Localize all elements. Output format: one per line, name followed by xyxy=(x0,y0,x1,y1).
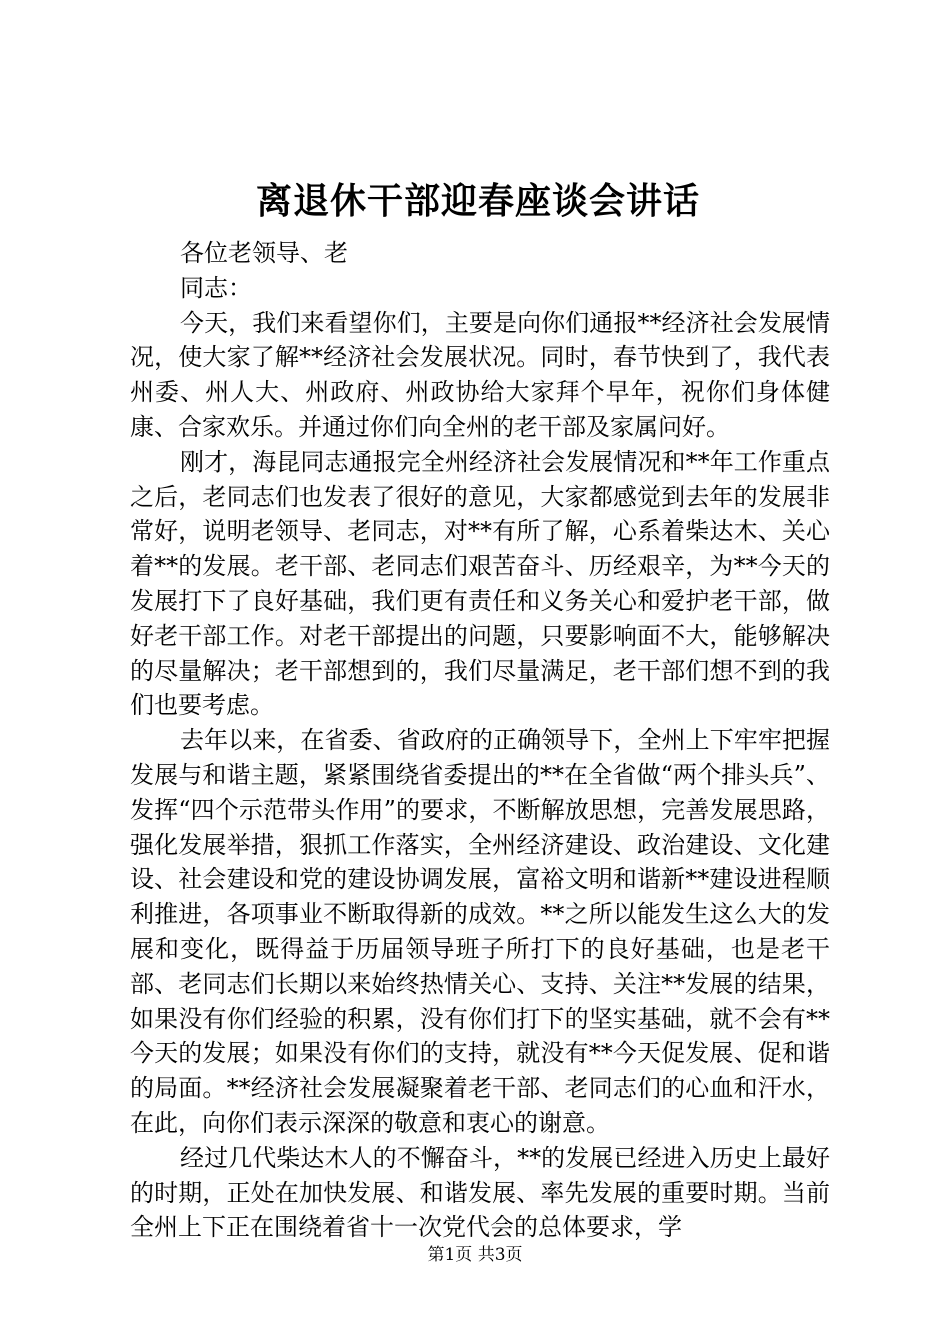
paragraph-3: 去年以来，在省委、省政府的正确领导下，全州上下牢牢把握发展与和谐主题，紧紧围绕省委提出的**在全省做“两个排头兵”、发挥“四个示范带头作用”的要求，不断解放思想，完善发展思路，强化发展举措，狠抓工作落实，全州经济建设、政治建设、文化建设、社会建设和党的建设协调发展，富裕文明和谐新**建设进程顺利推进，各项事业不断取得新的成效。**之所以能发生这么大的发展和变化，既得益于历届领导班子所打下的良好基础，也是老干部、老同志们长期以来始终热情关心、支持、关注**发展的结果，如果没有你们经验的积累，没有你们打下的坚实基础，就不会有**今天的发展；如果没有你们的支持，就没有**今天促发展、促和谐的局面。**经济社会发展凝聚着老干部、老同志们的心血和汗水，在此，向你们表示深深的敬意和衷心的谢意。 xyxy=(130,726,830,1137)
page-footer: 第1页 共3页 xyxy=(427,1245,523,1265)
document-title: 离退休干部迎春座谈会讲话 xyxy=(255,180,700,222)
paragraph-4: 经过几代柴达木人的不懈奋斗，**的发展已经进入历史上最好的时期，正处在加快发展、和谐发展、率先发展的重要时期。当前全州上下正在围绕着省十一次党代会的总体要求，学 xyxy=(130,1143,830,1242)
paragraph-2: 刚才，海昆同志通报完全州经济社会发展情况和**年工作重点之后，老同志们也发表了很好的意见，大家都感觉到去年的发展非常好，说明老领导、老同志，对**有所了解，心系着柴达木、关心着**的发展。老干部、老同志们艰苦奋斗、历经艰辛，为**今天的发展打下了良好基础，我们更有责任和义务关心和爱护老干部，做好老干部工作。对老干部提出的问题，只要影响面不大，能够解决的尽量解决；老干部想到的，我们尽量满足，老干部们想不到的我们也要考虑。 xyxy=(130,447,830,720)
salutation-line-2: 同志： xyxy=(180,273,252,302)
document-body xyxy=(130,236,830,1245)
salutation-line-1: 各位老领导、老 xyxy=(180,239,348,267)
paragraph-1: 今天，我们来看望你们，主要是向你们通报**经济社会发展情况，使大家了解**经济社会发展状况。同时，春节快到了，我代表州委、州人大、州政府、州政协给大家拜个早年，祝你们身体健康、合家欢乐。并通过你们向全州的老干部及家属问好。 xyxy=(130,308,830,441)
